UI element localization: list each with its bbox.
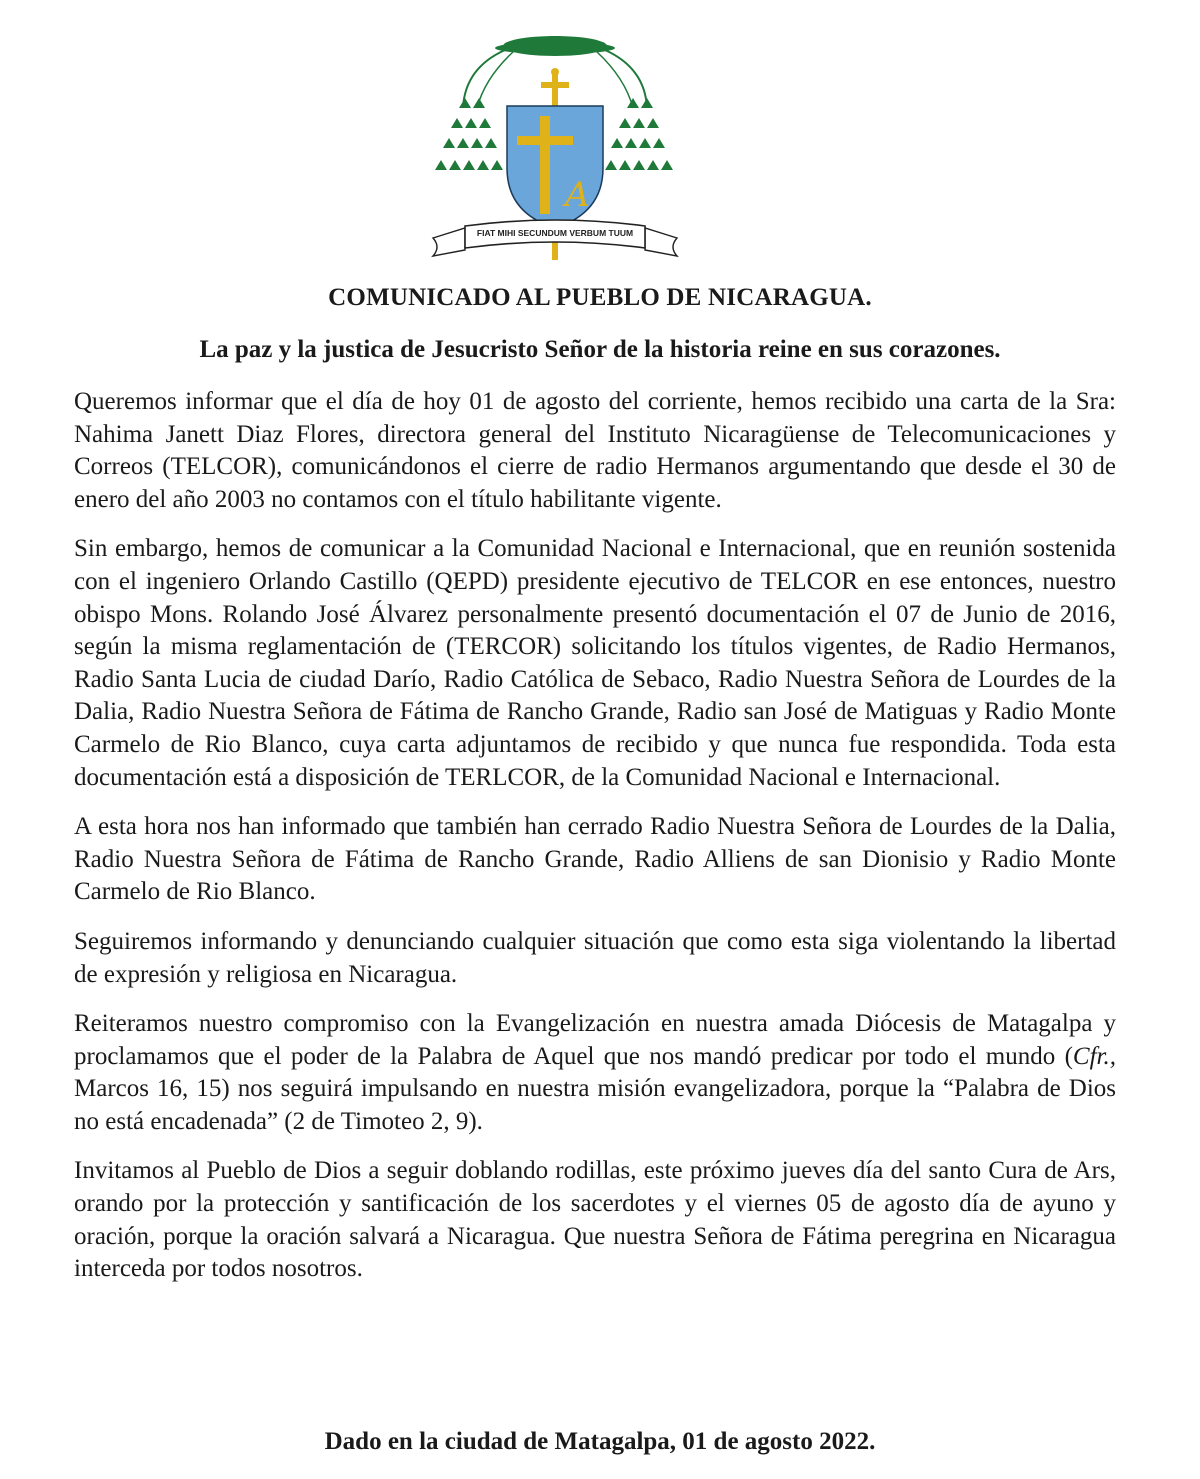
episcopal-coat-of-arms <box>425 28 685 263</box>
communique-body <box>74 386 1116 1303</box>
marian-monogram-icon: A <box>565 175 590 215</box>
motto-text: FIAT MIHI SECUNDUM VERBUM TUUM <box>476 228 634 238</box>
paragraph: Invitamos al Pueblo de Dios a seguir doblando rodillas, este próximo jueves día del santo Cura de Ars, orando por la protección y santificación de los sacerdotes y el viernes 05 de agosto día de ayuno y oración, porque la oración salvará a Nicaragua. Que nuestra Señora de Fátima peregrina en Nicaragua interceda por todos nosotros. <box>74 1157 1116 1283</box>
closing-dateline: Dado en la ciudad de Matagalpa, 01 de agosto 2022. <box>324 1428 876 1455</box>
paragraph: Queremos informar que el día de hoy 01 de agosto del corriente, hemos recibido una carta de la Sra: Nahima Janett Diaz Flores, directora general del Instituto Nicaragüense de Telecomunicaciones y Correos (TELCOR), comunicándonos el cierre de radio Hermanos argumentando que desde el 30 de enero del año 2003 no contamos con el título habilitante vigente. <box>74 388 1116 513</box>
right-tassels-icon <box>605 98 673 170</box>
communique-title: COMUNICADO AL PUEBLO DE NICARAGUA. <box>328 284 872 311</box>
paragraph: Seguiremos informando y denunciando cualquier situación que como esta siga violentando la libertad de expresión y religiosa en Nicaragua. <box>74 927 1116 988</box>
left-tassels-icon <box>435 98 503 170</box>
paragraph: Reiteramos nuestro compromiso con la Evangelización en nuestra amada Diócesis de Matagalpa y proclamamos que el poder de la Palabra de Aquel que nos mandó predicar por todo el mundo (Cfr., Marcos 16, 15) nos seguirá impulsando en nuestra misión evangelizadora, porque la “Palabra de Dios no está encadenada” (2 de Timoteo 2, 9). <box>74 1010 1116 1135</box>
communique-greeting: La paz y la justica de Jesucristo Señor de la historia reine en sus corazones. <box>199 336 1001 363</box>
citation-abbreviation: Cfr., <box>1072 1042 1116 1070</box>
paragraph: A esta hora nos han informado que también han cerrado Radio Nuestra Señora de Lourdes de la Dalia, Radio Nuestra Señora de Fátima de Rancho Grande, Radio Alliens de san Dionisio y Radio Monte Carmelo de Rio Blanco. <box>74 813 1116 906</box>
paragraph: Sin embargo, hemos de comunicar a la Comunidad Nacional e Internacional, que en reunión sostenida con el ingeniero Orlando Castillo (QEPD) presidente ejecutivo de TELCOR en ese entonces, nuestro obispo Mons. Rolando José Álvarez personalmente presentó documentación el 07 de Junio de 2016, según la misma reglamentación de (TERCOR) solicitando los títulos vigentes, de Radio Hermanos, Radio Santa Lucia de ciudad Darío, Radio Católica de Sebaco, Radio Nuestra Señora de Lourdes de la Dalia, Radio Nuestra Señora de Fátima de Rancho Grande, Radio san José de Matiguas y Radio Monte Carmelo de Rio Blanco, cuya carta adjuntamos de recibido y que nunca fue respondida. Toda esta documentación está a disposición de TERLCOR, de la Comunidad Nacional e Internacional. <box>74 535 1116 791</box>
